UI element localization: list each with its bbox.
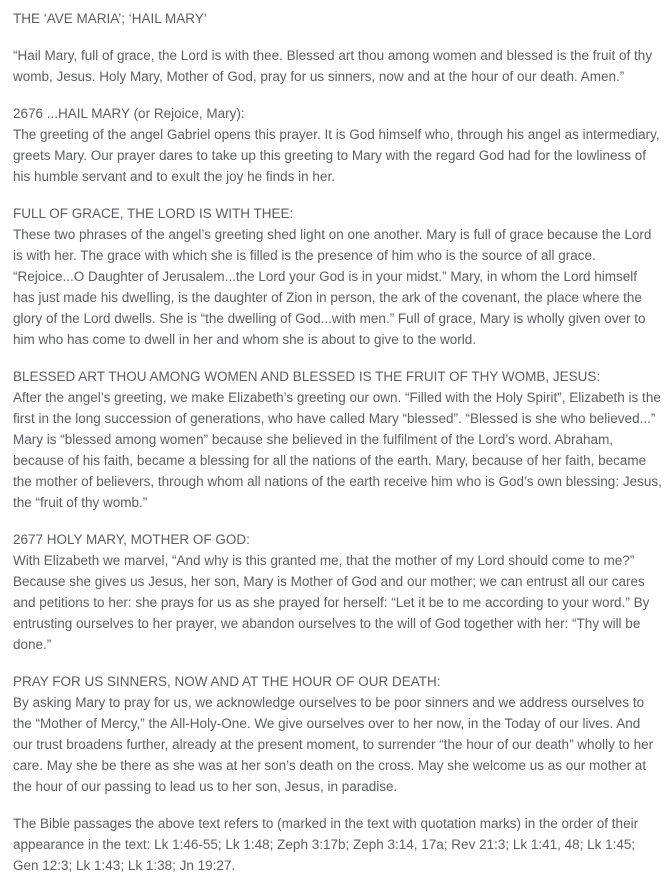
- section-blessed-art-thou: [13, 366, 662, 513]
- section-heading: 2677 HOLY MARY, MOTHER OF GOD:: [13, 532, 250, 547]
- prayer-paragraph: “Hail Mary, full of grace, the Lord is with thee. Blessed art thou among women and blessed is the fruit of thy womb, Jesus. Holy Mary, Mother of God, pray for us sinners, now and at the hour of our death. Amen.”: [13, 48, 653, 84]
- bible-references: The Bible passages the above text refers to (marked in the text with quotation marks) in the order of their appearance in the text: Lk 1:46-55; Lk 1:48; Zeph 3:17b; Zeph 3:14, 17a; Rev 21:3; Lk 1:41, 48; Lk 1:45; Gen 12:3; Lk 1:43; Lk 1:38; Jn 19:27.: [13, 816, 639, 873]
- section-heading: FULL OF GRACE, THE LORD IS WITH THEE:: [13, 206, 294, 221]
- section-full-of-grace: [13, 203, 662, 350]
- section-body: These two phrases of the angel’s greeting shed light on one another. Mary is full of grace because the Lord is with her. The grace with which she is filled is the presence of him who is the source of all grace. “Rejoice...O Daughter of Jerusalem...the Lord your God is in your midst.” Mary, in whom the Lord himself has just made his dwelling, is the daughter of Zion in person, the ark of the covenant, the place where the glory of the Lord dwells. She is “the dwelling of God...with men.” Full of grace, Mary is wholly given over to him who has come to dwell in her and whom she is about to give to the world.: [13, 227, 652, 347]
- section-body: After the angel’s greeting, we make Elizabeth’s greeting our own. “Filled with the Holy Spirit”, Elizabeth is the first in the long succession of generations, who have called Mary “blessed”. “Blessed is she who believed...” Mary is “blessed among women” because she believed in the fulfilment of the Lord’s word. Abraham, because of his faith, became a blessing for all the nations of the earth. Mary, because of her faith, became the mother of believers, through whom all nations of the earth receive him who is God’s own blessing: Jesus, the “fruit of thy womb.”: [13, 390, 662, 510]
- section-heading: PRAY FOR US SINNERS, NOW AND AT THE HOUR OF OUR DEATH:: [13, 674, 441, 689]
- section-body: The greeting of the angel Gabriel opens this prayer. It is God himself who, through his angel as intermediary, greets Mary. Our prayer dares to take up this greeting to Mary with the regard God had for the lowliness of his humble servant and to exult the joy he finds in her.: [13, 127, 660, 184]
- section-hail-mary: [13, 103, 662, 187]
- section-pray-for-us: [13, 671, 662, 797]
- document-title: THE ‘AVE MARIA’; ‘HAIL MARY’: [13, 11, 207, 26]
- section-heading: 2676 ...HAIL MARY (or Rejoice, Mary):: [13, 106, 245, 121]
- section-body: With Elizabeth we marvel, “And why is this granted me, that the mother of my Lord should come to me?” Because she gives us Jesus, her son, Mary is Mother of God and our mother; we can entrust all our cares and petitions to her: she prays for us as she prayed for herself: “Let it be to me according to your word.” By entrusting ourselves to her prayer, we abandon ourselves to the will of God together with her: “Thy will be done.”: [13, 553, 650, 652]
- section-holy-mary: [13, 529, 662, 655]
- section-heading: BLESSED ART THOU AMONG WOMEN AND BLESSED IS THE FRUIT OF THY WOMB, JESUS:: [13, 369, 601, 384]
- section-body: By asking Mary to pray for us, we acknowledge ourselves to be poor sinners and we address ourselves to the “Mother of Mercy,” the All-Holy-One. We give ourselves over to her now, in the Today of our lives. And our trust broadens further, already at the present moment, to surrender “the hour of our death” wholly to her care. May she be there as she was at her son’s death on the cross. May she welcome us as our mother at the hour of our passing to lead us to her son, Jesus, in paradise.: [13, 695, 654, 794]
